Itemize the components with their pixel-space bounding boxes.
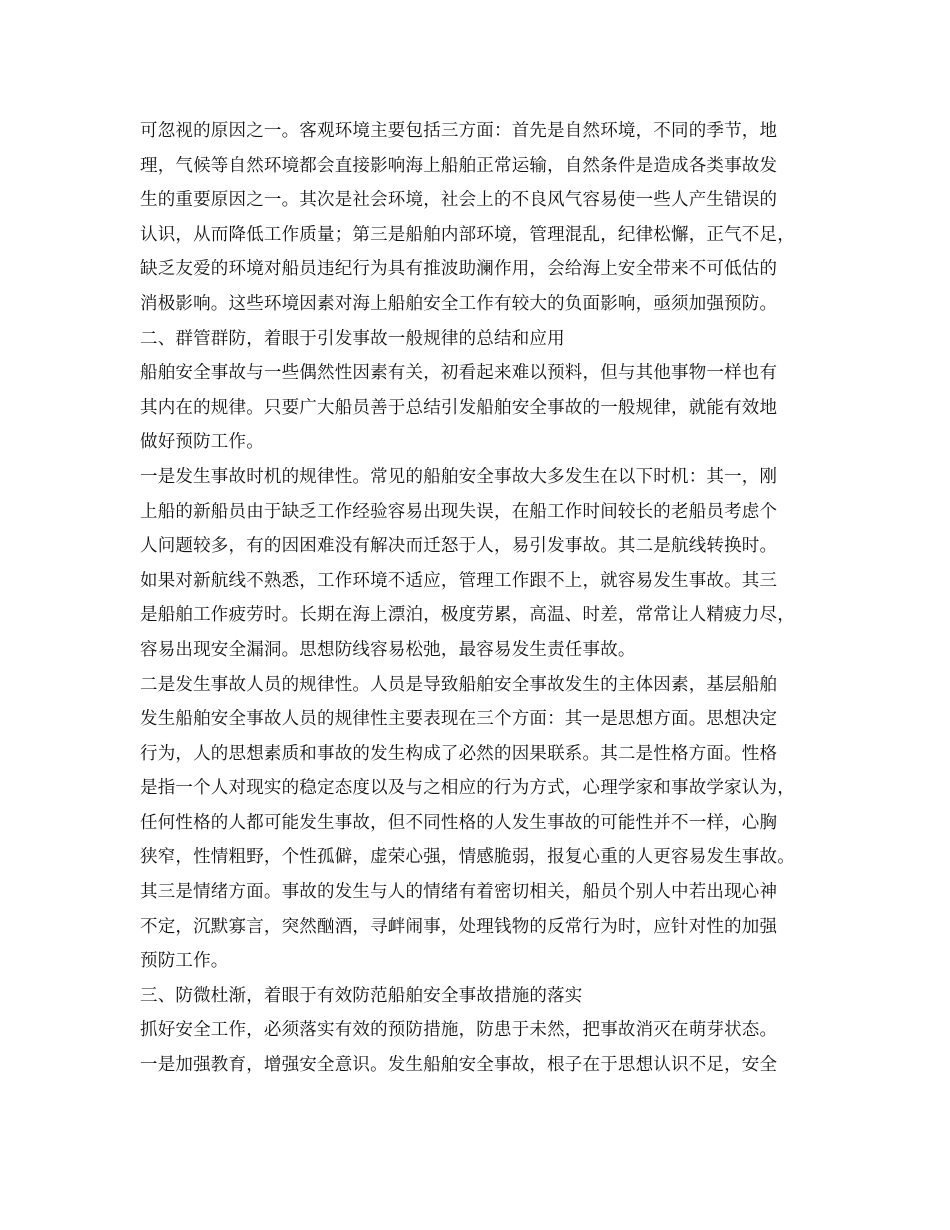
text-line: 如果对新航线不熟悉，工作环境不适应，管理工作跟不上，就容易发生事故。其三 — [140, 570, 778, 591]
document-body — [140, 114, 820, 1083]
text-line: 一是加强教育，增强安全意识。发生船舶安全事故，根子在于思想认识不足，安全 — [140, 1055, 778, 1076]
text-line: 理，气候等自然环境都会直接影响海上船舶正常运输，自然条件是造成各类事故发 — [140, 155, 778, 176]
text-line: 上船的新船员由于缺乏工作经验容易出现失误，在船工作时间较长的老船员考虑个 — [140, 501, 778, 522]
section-heading: 三、防微杜渐，着眼于有效防范船舶安全事故措施的落实 — [140, 985, 583, 1006]
section-heading: 二、群管群防，着眼于引发事故一般规律的总结和应用 — [140, 328, 565, 349]
text-line: 容易出现安全漏洞。思想防线容易松弛，最容易发生责任事故。 — [140, 639, 636, 660]
text-line: 任何性格的人都可能发生事故，但不同性格的人发生事故的可能性并不一样，心胸 — [140, 812, 778, 833]
text-line: 发生船舶安全事故人员的规律性主要表现在三个方面：其一是思想方面。思想决定 — [140, 709, 778, 730]
text-line: 预防工作。 — [140, 951, 229, 972]
text-line: 狭窄，性情粗野，个性孤僻，虚荣心强，情感脆弱，报复心重的人更容易发生事故。 — [140, 847, 795, 868]
text-line: 是指一个人对现实的稳定态度以及与之相应的行为方式，心理学家和事故学家认为， — [140, 778, 795, 799]
text-line: 行为，人的思想素质和事故的发生构成了必然的因果联系。其二是性格方面。性格 — [140, 743, 778, 764]
text-line: 缺乏友爱的环境对船员违纪行为具有推波助澜作用，会给海上安全带来不可低估的 — [140, 259, 778, 280]
text-line: 做好预防工作。 — [140, 432, 264, 453]
text-line: 可忽视的原因之一。客观环境主要包括三方面：首先是自然环境，不同的季节，地 — [140, 121, 778, 141]
text-line: 船舶安全事故与一些偶然性因素有关，初看起来难以预料，但与其他事物一样也有 — [140, 363, 778, 384]
text-line: 一是发生事故时机的规律性。常见的船舶安全事故大多发生在以下时机：其一，刚 — [140, 466, 778, 487]
text-line: 是船舶工作疲劳时。长期在海上漂泊，极度劳累，高温、时差，常常让人精疲力尽， — [140, 605, 795, 626]
text-line: 认识，从而降低工作质量；第三是船舶内部环境，管理混乱，纪律松懈，正气不足， — [140, 224, 795, 245]
text-line: 二是发生事故人员的规律性。人员是导致船舶安全事故发生的主体因素，基层船舶 — [140, 674, 778, 695]
text-line: 其内在的规律。只要广大船员善于总结引发船舶安全事故的一般规律，就能有效地 — [140, 397, 778, 418]
text-line: 其三是情绪方面。事故的发生与人的情绪有着密切相关，船员个别人中若出现心神 — [140, 882, 778, 903]
text-line: 生的重要原因之一。其次是社会环境，社会上的不良风气容易使一些人产生错误的 — [140, 190, 778, 211]
text-line: 不定，沉默寡言，突然酗酒，寻衅闹事，处理钱物的反常行为时，应针对性的加强 — [140, 916, 778, 937]
text-line: 人问题较多，有的因困难没有解决而迁怒于人，易引发事故。其二是航线转换时。 — [140, 536, 778, 557]
text-line: 消极影响。这些环境因素对海上船舶安全工作有较大的负面影响，亟须加强预防。 — [140, 293, 778, 314]
text-line: 抓好安全工作，必须落实有效的预防措施，防患于未然，把事故消灭在萌芽状态。 — [140, 1020, 778, 1041]
